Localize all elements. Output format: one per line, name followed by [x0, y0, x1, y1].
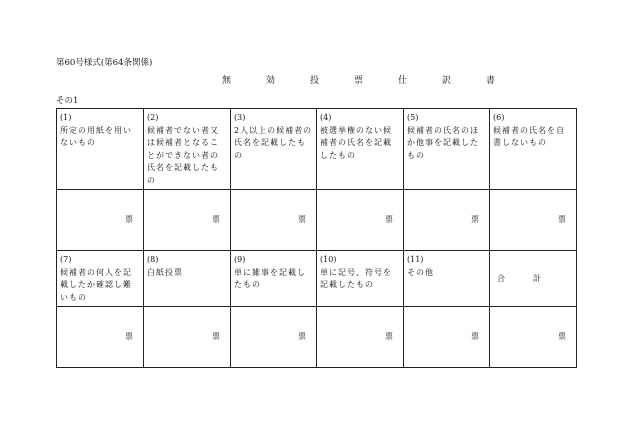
category-cell: (5) 候補者の氏名のほか他事を記載したもの [404, 109, 490, 190]
vote-count-cell[interactable]: 票 [317, 307, 404, 368]
vote-count-row-1 [57, 190, 577, 251]
category-row-2 [57, 251, 577, 307]
vote-count-cell[interactable]: 票 [231, 190, 317, 251]
category-cell: (1) 所定の用紙を用いないもの [57, 109, 144, 190]
category-cell: (2) 候補者でない者又は候補者となることができない者の氏名を記載したもの [144, 109, 231, 190]
total-label: 合計 [490, 251, 577, 307]
vote-count-cell[interactable]: 票 [144, 307, 231, 368]
category-row-1 [57, 109, 577, 190]
vote-count-row-2 [57, 307, 577, 368]
category-cell: (8) 白紙投票 [144, 251, 231, 307]
vote-count-cell[interactable]: 票 [404, 307, 490, 368]
document-title: 無 効 投 票 仕 訳 書 [222, 76, 509, 86]
vote-count-cell[interactable]: 票 [57, 190, 144, 251]
category-cell: (11) その他 [404, 251, 490, 307]
category-cell: (4) 被選挙権のない候補者の氏名を記載したもの [317, 109, 404, 190]
vote-count-cell[interactable]: 票 [490, 307, 577, 368]
vote-count-cell[interactable]: 票 [317, 190, 404, 251]
category-cell: (3) 2人以上の候補者の氏名を記載したもの [231, 109, 317, 190]
vote-count-cell[interactable]: 票 [57, 307, 144, 368]
invalid-vote-table [56, 108, 577, 368]
category-cell: (7) 候補者の何人を記載したか確認し難いもの [57, 251, 144, 307]
section-label: その1 [56, 96, 79, 106]
vote-count-cell[interactable]: 票 [490, 190, 577, 251]
vote-count-cell[interactable]: 票 [404, 190, 490, 251]
category-cell: (10) 単に記号、符号を記載したもの [317, 251, 404, 307]
category-cell: (9) 単に雑事を記載したもの [231, 251, 317, 307]
category-cell: (6) 候補者の氏名を自書しないもの [490, 109, 577, 190]
vote-count-cell[interactable]: 票 [144, 190, 231, 251]
vote-count-cell[interactable]: 票 [231, 307, 317, 368]
form-number: 第60号様式(第64条関係) [56, 58, 153, 68]
